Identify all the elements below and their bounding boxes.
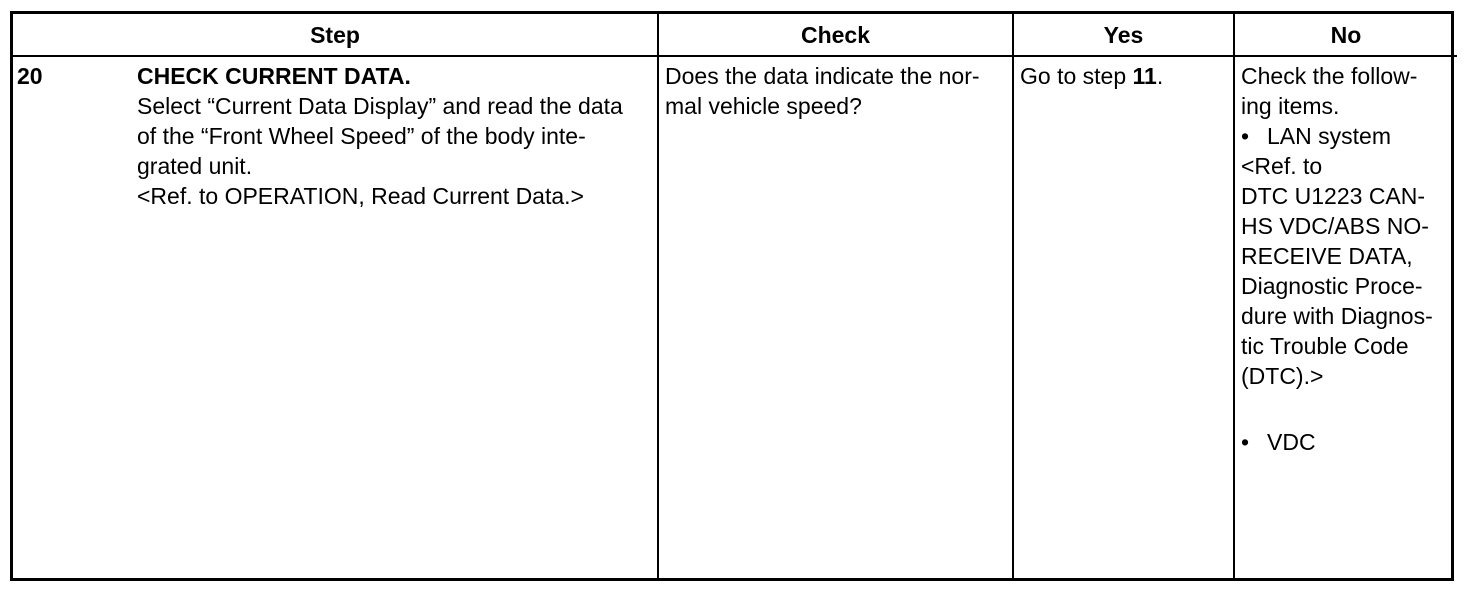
no-bullet-item-vdc <box>1241 427 1451 457</box>
step-title: CHECK CURRENT DATA. <box>137 63 411 89</box>
check-text <box>659 57 1012 121</box>
no-intro-line: ing items. <box>1241 93 1340 119</box>
check-line: Does the data indicate the nor- <box>665 63 980 89</box>
step-cell <box>13 56 658 578</box>
step-line: of the “Front Wheel Speed” of the body inte- <box>137 123 586 149</box>
step-description <box>13 57 657 211</box>
no-ref-line: tic Trouble Code <box>1241 333 1409 359</box>
no-ref-line: <Ref. to <box>1241 153 1323 179</box>
no-text <box>1235 57 1457 457</box>
yes-text <box>1014 57 1233 91</box>
no-intro-line: Check the follow- <box>1241 63 1418 89</box>
no-cell <box>1234 56 1457 578</box>
check-line: mal vehicle speed? <box>665 93 862 119</box>
header-step: Step <box>13 14 658 56</box>
no-ref-line: Diagnostic Proce- <box>1241 273 1423 299</box>
step-line: grated unit. <box>137 153 253 179</box>
bullet-icon: • <box>1241 429 1250 455</box>
no-ref-line: HS VDC/ABS NO- <box>1241 213 1429 239</box>
yes-cell <box>1013 56 1234 578</box>
spacer <box>1241 391 1451 427</box>
no-bullet-item-lan <box>1241 121 1451 151</box>
no-ref-line: RECEIVE DATA, <box>1241 243 1413 269</box>
no-ref-line: dure with Diagnos- <box>1241 303 1433 329</box>
header-check: Check <box>658 14 1013 56</box>
step-line: Select “Current Data Display” and read the data <box>137 93 623 119</box>
no-item-label: VDC <box>1267 429 1316 455</box>
check-cell <box>658 56 1013 578</box>
yes-suffix: . <box>1156 63 1164 89</box>
no-ref-line: DTC U1223 CAN- <box>1241 183 1426 209</box>
diagnostic-step-table <box>13 14 1457 578</box>
no-item-label: LAN system <box>1267 123 1391 149</box>
bullet-icon: • <box>1241 123 1250 149</box>
diagnostic-step-table-frame <box>10 11 1454 581</box>
header-yes: Yes <box>1013 14 1234 56</box>
no-ref-line: (DTC).> <box>1241 363 1324 389</box>
header-no: No <box>1234 14 1457 56</box>
table-row <box>13 56 1457 578</box>
step-number: 20 <box>17 63 43 89</box>
yes-step-number: 11 <box>1132 63 1157 89</box>
yes-prefix: Go to step <box>1020 63 1133 89</box>
table-header-row <box>13 14 1457 56</box>
step-reference: <Ref. to OPERATION, Read Current Data.> <box>137 183 584 209</box>
